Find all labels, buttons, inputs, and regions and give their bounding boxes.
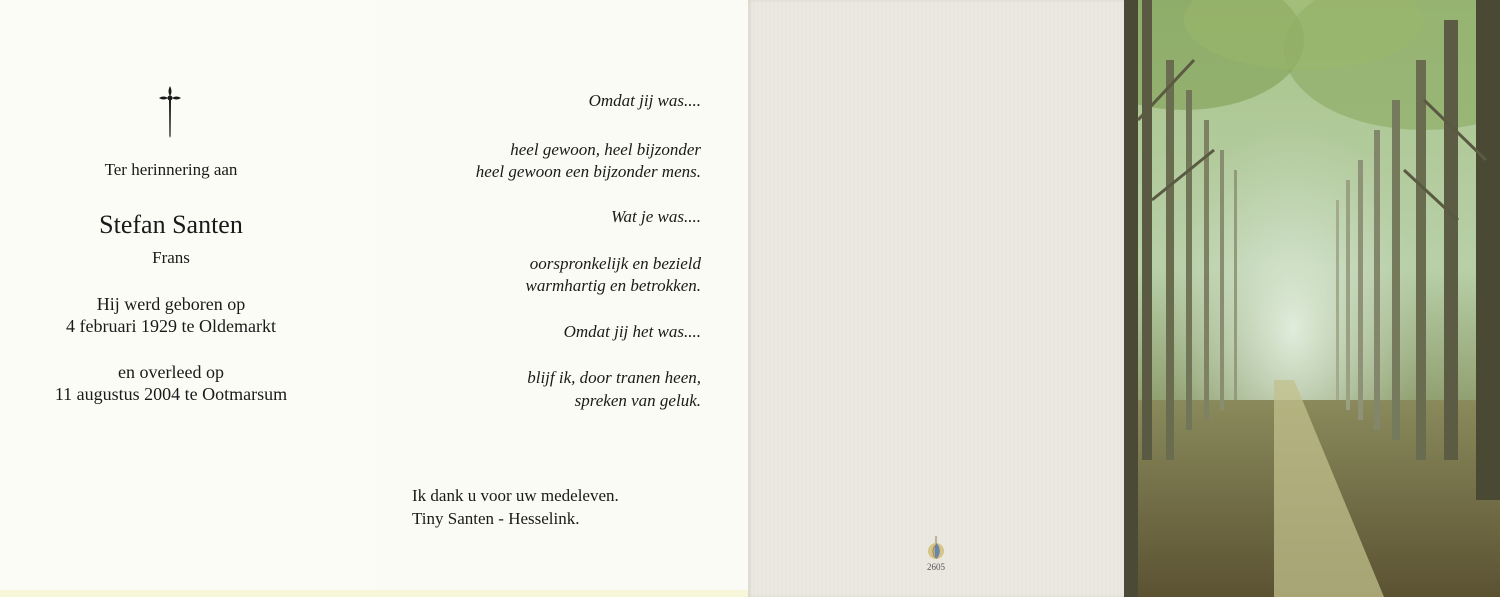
back-panel xyxy=(748,0,1124,597)
intro-text: Ter herinnering aan xyxy=(104,160,238,179)
poem-panel xyxy=(375,0,748,597)
thanks-line-1: Ik dank u voor uw medeleven. xyxy=(412,486,619,505)
card-edge xyxy=(0,590,748,597)
cross-icon xyxy=(156,84,184,140)
deceased-name: Stefan Santen xyxy=(99,210,243,239)
death-line-2: 11 augustus 2004 te Ootmarsum xyxy=(54,384,288,404)
poem-line: blijf ik, door tranen heen, xyxy=(527,368,701,387)
thanks-line-2: Tiny Santen - Hesselink. xyxy=(412,509,580,528)
poem-line: warmhartig en betrokken. xyxy=(525,276,701,295)
death-line-1: en overleed op xyxy=(118,362,224,382)
card-code: 2605 xyxy=(927,562,945,572)
poem-line: Wat je was.... xyxy=(610,207,701,226)
forest-path-image xyxy=(1124,0,1500,597)
poem-line: Omdat jij was.... xyxy=(588,91,701,110)
publisher-logo-icon xyxy=(924,535,948,561)
poem-line: spreken van geluk. xyxy=(574,391,701,410)
poem-line: heel gewoon, heel bijzonder xyxy=(510,140,701,159)
front-panel xyxy=(0,0,375,597)
forest-path-icon xyxy=(1124,0,1500,597)
birth-line-1: Hij werd geboren op xyxy=(96,294,246,314)
birth-line-2: 4 februari 1929 te Oldemarkt xyxy=(66,316,276,336)
poem-line: heel gewoon een bijzonder mens. xyxy=(475,162,701,181)
poem-line: oorspronkelijk en bezield xyxy=(529,254,701,273)
poem-line: Omdat jij het was.... xyxy=(563,322,701,341)
nickname: Frans xyxy=(152,248,190,267)
